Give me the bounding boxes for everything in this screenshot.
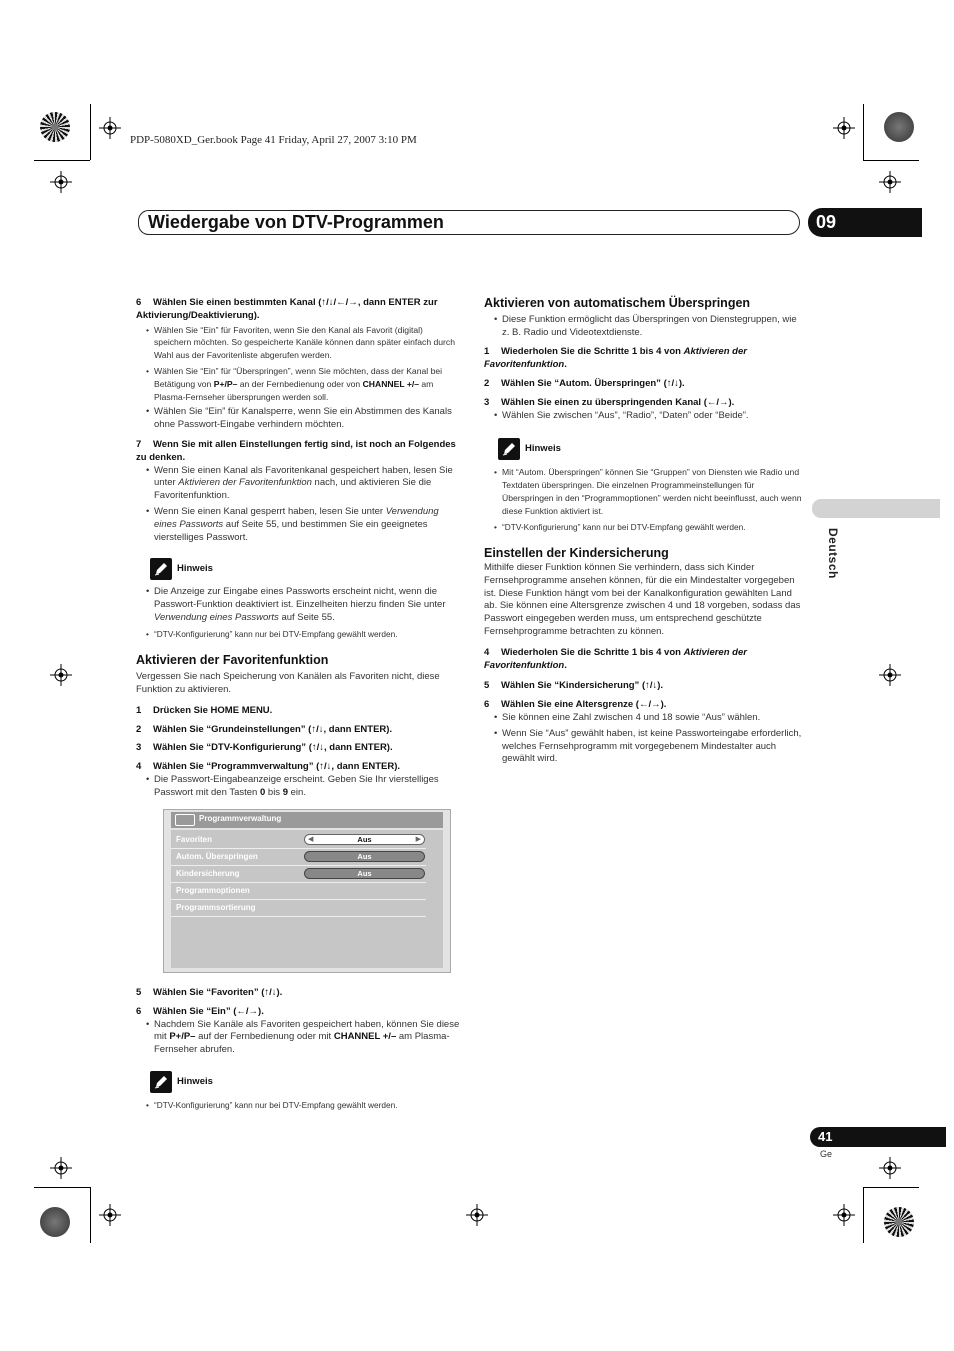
bullet: • Wenn Sie “Aus” gewählt haben, ist keine Passworteingabe erforderlich, welches Fernsehprogramm mit vorgegebenem Mindestalter auch gewählt wird. (484, 728, 802, 766)
tv-menu-icon (175, 814, 195, 826)
step: 6 Wählen Sie einen bestimmten Kanal (↑/↓/←/→, dann ENTER zur Aktivierung/Deaktivierung). (136, 297, 438, 321)
registration-mark-icon (833, 1204, 855, 1226)
osd-value: Aus (304, 868, 425, 879)
note-label: Hinweis (177, 1075, 213, 1087)
bullet: • Sie können eine Zahl zwischen 4 und 18 sowie “Aus” wählen. (484, 712, 802, 725)
arrow-left-icon: ◀ (308, 836, 314, 843)
bullet: • Wählen Sie zwischen “Aus”, “Radio”, “Daten” oder “Beide”. (484, 410, 802, 423)
gray-disc-top-right (884, 112, 914, 142)
bullet: • Wählen Sie “Ein” für Favoriten, wenn Sie den Kanal als Favorit (digital) speichern möchten. So gespeicherte Kanäle können dann später einfach durch Wahl aus der Favoritenliste abgerufen werden. (136, 324, 462, 362)
osd-title-bar (171, 812, 443, 828)
bullet: • “DTV-Konfigurierung” kann nur bei DTV-Empfang gewählt werden. (136, 628, 462, 641)
step: 6 Wählen Sie “Ein” (←/→). (136, 1005, 264, 1017)
note-header (150, 558, 462, 580)
osd-row-favoriten[interactable]: Favoriten (171, 831, 426, 849)
paragraph: Mithilfe dieser Funktion können Sie verhindern, dass sich Kinder Fernsehprogramme ansehen können, für die ein Mindestalter vorgegeben ist. Diese Funktion hängt vom bei der Kanalkonfiguration gewählten Land ab. Sie können eine Altersgrenze zwischen 4 und 18 vorgeben, sodass das Passwort eingegeben werden muss, um entsprechend geschützte Fernsehprogramme betrachten zu können. (484, 561, 801, 637)
step: 7 Wenn Sie mit allen Einstellungen fertig sind, ist noch an Folgendes zu denken. (136, 438, 456, 463)
left-column-lower (136, 987, 462, 1115)
arrow-right-icon: ▶ (415, 836, 421, 843)
language-code: Ge (820, 1149, 833, 1159)
section-heading: Aktivieren von automatischem Überspringen (484, 296, 751, 310)
osd-row-autom-ueberspringen[interactable]: Autom. Überspringen (171, 848, 426, 866)
registration-mark-icon (99, 1204, 121, 1226)
section-heading: Aktivieren der Favoritenfunktion (136, 653, 329, 668)
bullet: • Die Passwort-Eingabeanzeige erscheint. Geben Sie Ihr vierstelliges Passwort mit den Tasten 0 bis 9 ein. (136, 774, 462, 800)
section-heading: Einstellen der Kindersicherung (484, 546, 669, 561)
osd-row-kindersicherung[interactable]: Kindersicherung (171, 865, 426, 883)
step: 6 Wählen Sie eine Altersgrenze (←/→). (484, 699, 667, 711)
note-pencil-icon (498, 438, 520, 460)
step: 2 Wählen Sie “Grundeinstellungen” (↑/↓, dann ENTER). (136, 723, 393, 735)
note-header (498, 438, 802, 460)
registration-mark-icon (833, 117, 855, 139)
step: 2 Wählen Sie “Autom. Überspringen” (↑/↓). (484, 377, 685, 389)
bullet: • Die Anzeige zur Eingabe eines Passworts erscheint nicht, wenn die Passwort-Funktion deaktiviert ist. Einzelheiten hierzu finden Sie unter Verwendung eines Passworts auf Seite 55. (136, 586, 462, 624)
paragraph: Vergessen Sie nach Speicherung von Kanälen als Favoriten nicht, diese Funktion zu aktivieren. (136, 671, 440, 695)
step: 4 Wählen Sie “Programmverwaltung” (↑/↓, dann ENTER). (136, 761, 401, 773)
bullet: • Wählen Sie “Ein” für Kanalsperre, wenn Sie ein Abstimmen des Kanals ohne Passwort-Eingabe verhindern möchten. (136, 406, 462, 432)
registration-mark-icon (50, 664, 72, 686)
note-pencil-icon (150, 558, 172, 580)
step: 5 Wählen Sie “Favoriten” (↑/↓). (136, 987, 283, 998)
right-column (484, 297, 802, 769)
bullet: • “DTV-Konfigurierung” kann nur bei DTV-Empfang gewählt werden. (136, 1099, 462, 1112)
step: 5 Wählen Sie “Kindersicherung” (↑/↓). (484, 680, 664, 692)
registration-mark-icon (50, 171, 72, 193)
registration-mark-icon (879, 1157, 901, 1179)
bullet: • Mit “Autom. Überspringen” können Sie “Gruppen” von Diensten wie Radio und Textdaten überspringen. Die einzelnen Programmeinstellungen für Überspringen in den “Programmoptionen” werden nicht beeinflusst, auch wenn diese Funktion aktiviert ist. (484, 466, 802, 517)
registration-mark-icon (466, 1204, 488, 1226)
registration-mark-icon (50, 1157, 72, 1179)
left-column (136, 297, 462, 803)
chapter-number: 09 (808, 208, 922, 237)
gray-disc-bottom-left (40, 1207, 70, 1237)
side-tab (812, 499, 940, 518)
osd-row-programmoptionen[interactable]: Programmoptionen (171, 882, 426, 900)
bullet: • Wenn Sie einen Kanal gesperrt haben, lesen Sie unter Verwendung eines Passworts auf Seite 55, und bestimmen Sie ein geeignetes vierstelliges Passwort. (136, 506, 462, 544)
osd-value: Aus (304, 851, 425, 862)
bullet: • Wenn Sie einen Kanal als Favoritenkanal gespeichert haben, lesen Sie unter Aktivieren der Favoritenfunktion nach, und aktivieren Sie die Favoritenfunktion. (136, 465, 462, 503)
bullet: • Diese Funktion ermöglicht das Überspringen von Dienstegruppen, wie z. B. Radio und Videotextdienste. (484, 314, 802, 340)
note-pencil-icon (150, 1071, 172, 1093)
page-title: Wiedergabe von DTV-Programmen (148, 212, 444, 232)
osd-title: Programmverwaltung (199, 814, 282, 823)
book-info: PDP-5080XD_Ger.book Page 41 Friday, April 27, 2007 3:10 PM (130, 134, 417, 146)
step: 3 Wählen Sie einen zu überspringenden Kanal (←/→). (484, 396, 735, 408)
step: 1 Wiederholen Sie die Schritte 1 bis 4 von Aktivieren der Favoritenfunktion. (484, 346, 747, 371)
bullet: • “DTV-Konfigurierung” kann nur bei DTV-Empfang gewählt werden. (484, 521, 802, 534)
color-disc-bottom-right (884, 1207, 914, 1237)
osd-value-selector[interactable]: ◀ Aus ▶ (304, 834, 425, 845)
page-number: 41 (810, 1127, 946, 1147)
step: 3 Wählen Sie “DTV-Konfigurierung” (↑/↓, dann ENTER). (136, 742, 393, 754)
note-header (150, 1071, 462, 1093)
bullet: • Nachdem Sie Kanäle als Favoriten gespeichert haben, können Sie diese mit P+/P– auf der Fernbedienung oder mit CHANNEL +/– am Plasma-Fernseher abrufen. (136, 1019, 462, 1057)
color-disc-top-left (40, 112, 70, 142)
bullet: • Wählen Sie “Ein” für “Überspringen”, wenn Sie möchten, dass der Kanal bei Betätigung von P+/P– an der Fernbedienung oder von CHANNEL +/– am Plasma-Fernseher übersprungen werden soll. (136, 365, 462, 403)
note-label: Hinweis (177, 562, 213, 574)
registration-mark-icon (879, 171, 901, 193)
step: 1 Drücken Sie HOME MENU. (136, 704, 273, 716)
registration-mark-icon (879, 664, 901, 686)
step: 4 Wiederholen Sie die Schritte 1 bis 4 von Aktivieren der Favoritenfunktion. (484, 646, 747, 671)
osd-row-programmsortierung[interactable]: Programmsortierung (171, 899, 426, 917)
note-label: Hinweis (525, 442, 561, 454)
side-tab-language: Deutsch (826, 528, 840, 579)
registration-mark-icon (99, 117, 121, 139)
